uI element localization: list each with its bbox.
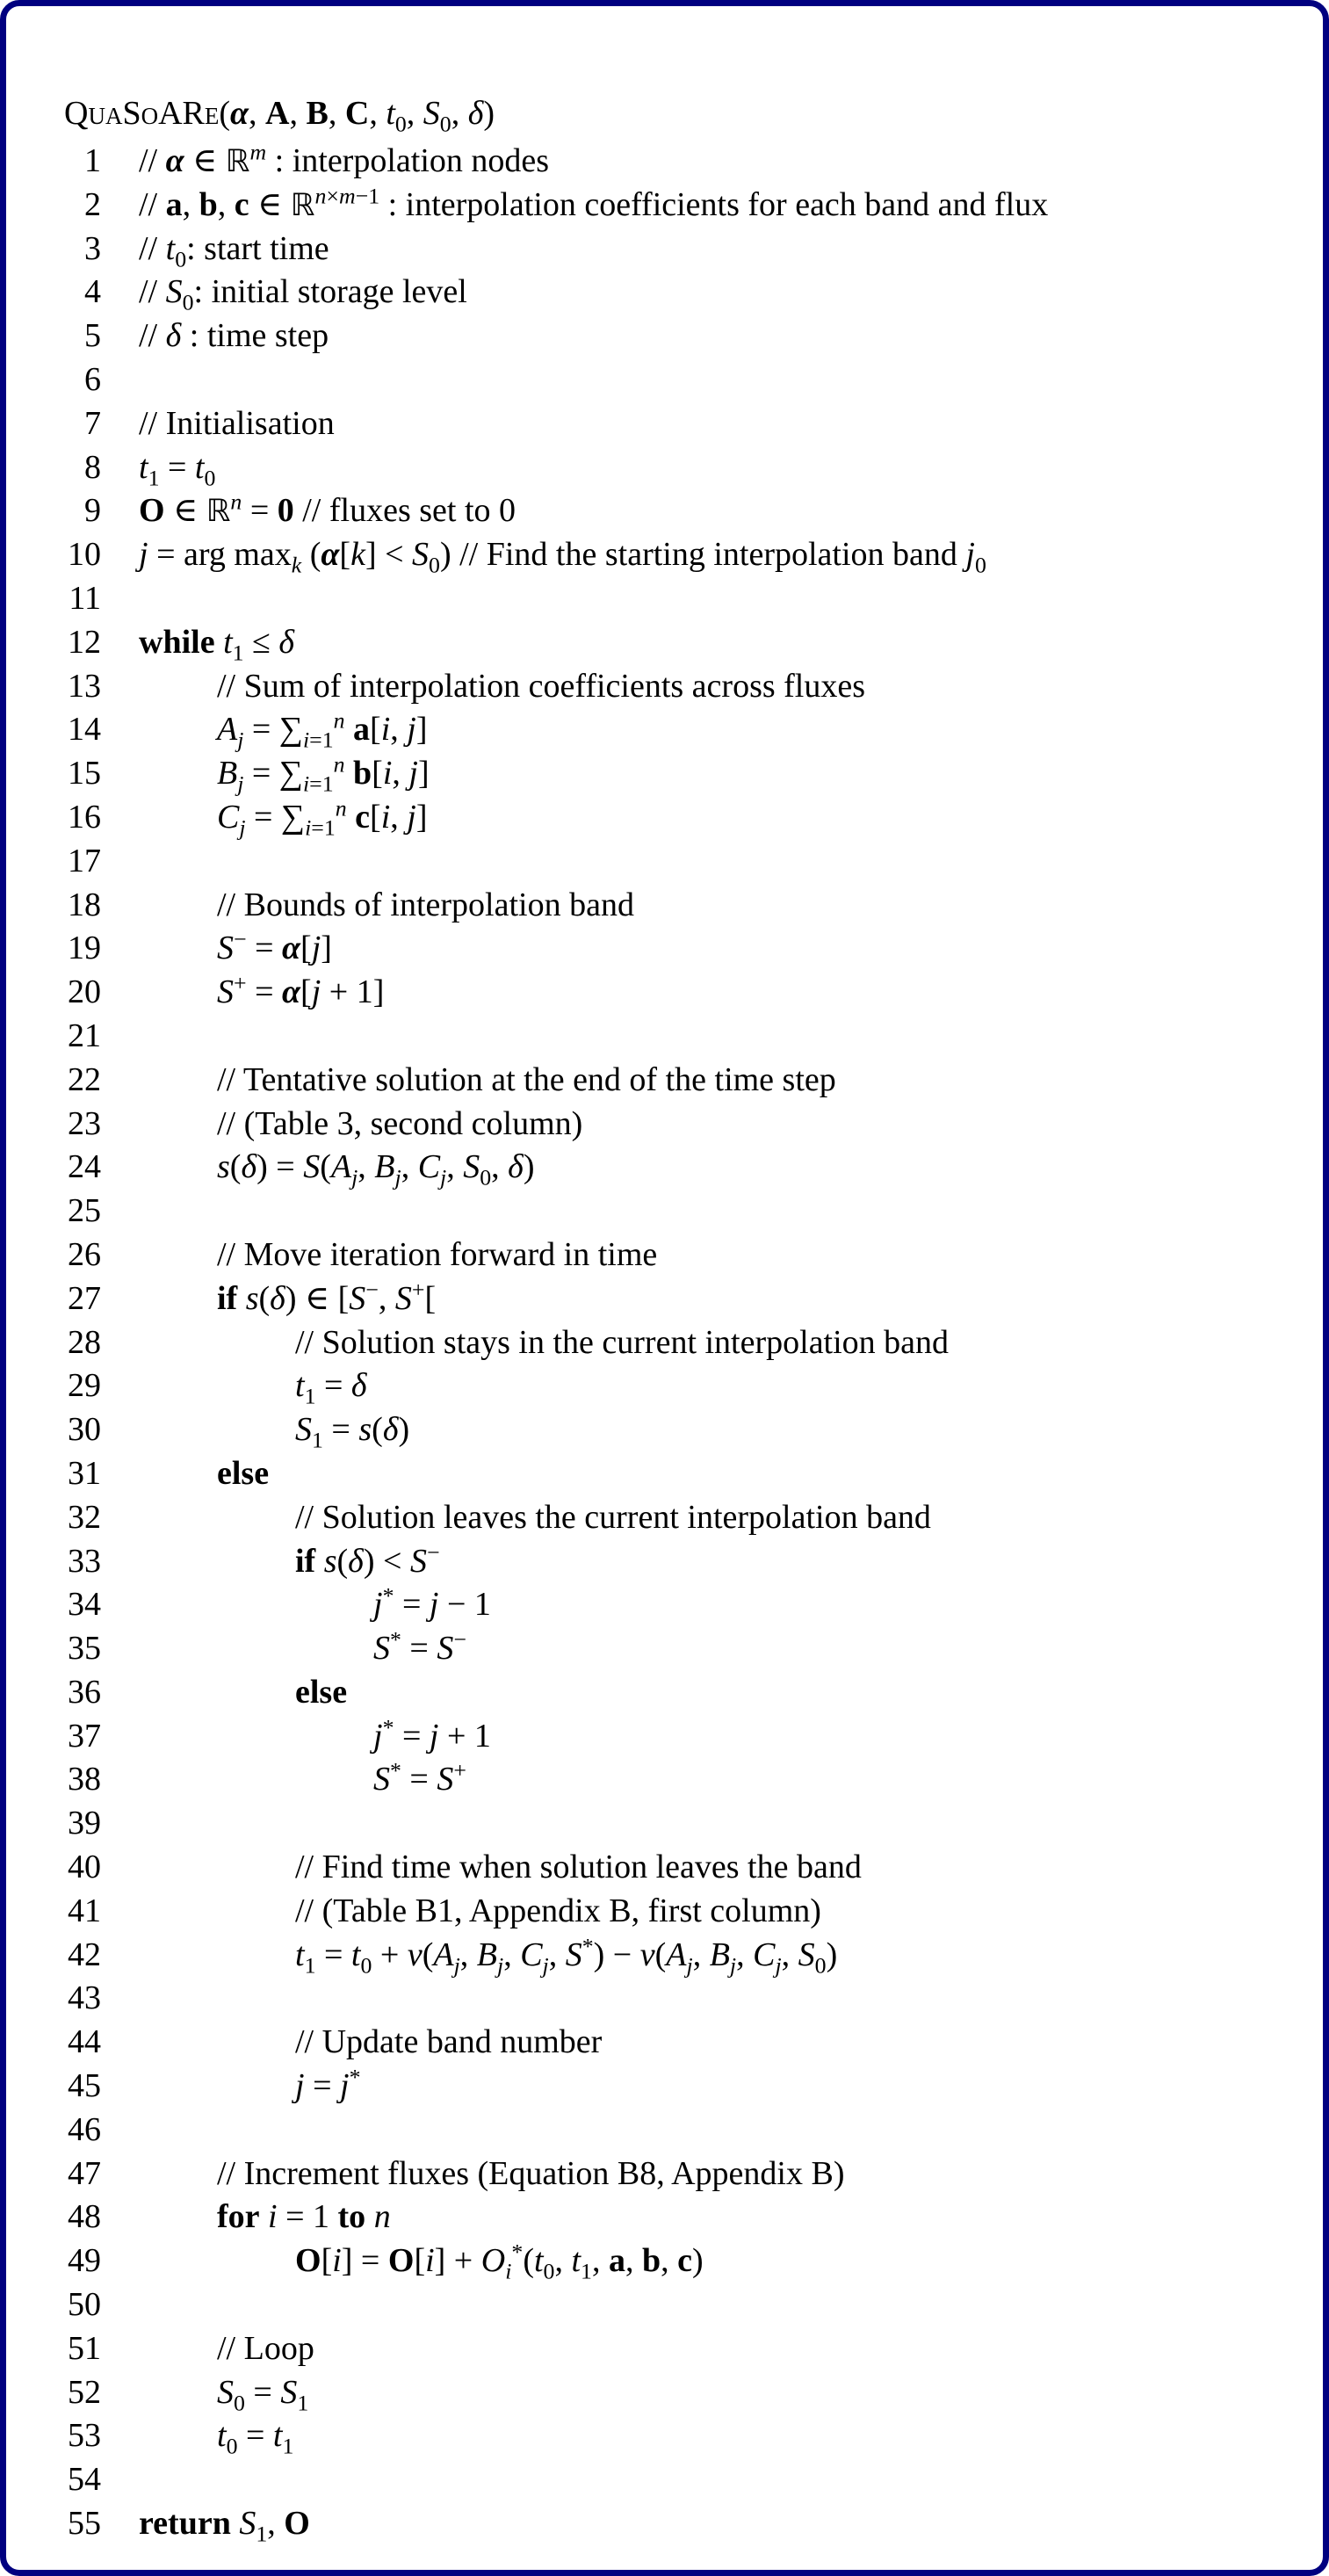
line-number: 2 bbox=[84, 185, 101, 223]
line-code: // (Table B1, Appendix B, first column) bbox=[295, 1892, 821, 1929]
line-code: $t_1 = t_0 + \nu(A_j$, $B_j$, $C_j$, $S^*) - \nu(A_j$, $B_j$, $C_j$, $S_0$) bbox=[295, 1933, 838, 1979]
pseudocode-line bbox=[6, 1277, 1329, 1321]
line-code: // Bounds of interpolation band bbox=[217, 886, 634, 923]
pseudocode-line bbox=[6, 184, 1329, 228]
pseudocode-line bbox=[6, 228, 1329, 271]
pseudocode-line bbox=[6, 1364, 1329, 1408]
pseudocode-line bbox=[6, 271, 1329, 315]
line-number: 51 bbox=[68, 2329, 101, 2367]
line-code: // Find time when solution leaves the band bbox=[295, 1849, 862, 1886]
line-code: S* = S− bbox=[373, 1626, 466, 1668]
line-code: $t_1 = t_0$ bbox=[139, 448, 216, 491]
line-number: 34 bbox=[68, 1586, 101, 1624]
pseudocode-lines bbox=[6, 140, 1329, 2546]
pseudocode-line bbox=[6, 1234, 1329, 1277]
line-code: if s(δ) ∈ [S−, S+[ bbox=[217, 1277, 437, 1317]
line-code: // δ : time step bbox=[139, 317, 329, 355]
line-code: // $S_0$: initial storage level bbox=[139, 273, 467, 315]
line-number: 14 bbox=[68, 711, 101, 749]
line-number: 54 bbox=[68, 2461, 101, 2499]
line-number: 30 bbox=[68, 1411, 101, 1449]
pseudocode-line bbox=[6, 577, 1329, 621]
line-number: 45 bbox=[68, 2067, 101, 2105]
line-code: // a, b, c ∈ ℝ$^{n\times m-1}$ : interpolation coefficients for each band and flux bbox=[139, 183, 1049, 223]
pseudocode-line bbox=[6, 2021, 1329, 2065]
pseudocode-line bbox=[6, 1802, 1329, 1846]
pseudocode-line bbox=[6, 2371, 1329, 2415]
line-code: $t_1 = \delta$ bbox=[295, 1367, 367, 1409]
algorithm-name: QuaSoARe bbox=[64, 95, 220, 132]
pseudocode-line bbox=[6, 1015, 1329, 1059]
pseudocode-line bbox=[6, 2109, 1329, 2153]
line-code: $O[i] = O[i] + O_i^*(t_0$, $t_1$, a, b, c) bbox=[295, 2239, 704, 2284]
line-number: 38 bbox=[68, 1761, 101, 1798]
line-number: 35 bbox=[68, 1630, 101, 1668]
pseudocode-line bbox=[6, 752, 1329, 796]
algorithm-title bbox=[64, 87, 495, 140]
pseudocode-line bbox=[6, 1452, 1329, 1496]
pseudocode-line bbox=[6, 796, 1329, 840]
pseudocode-line bbox=[6, 2153, 1329, 2196]
line-code: S+ = α[j + 1] bbox=[217, 970, 385, 1011]
line-code: if s(δ) < S− bbox=[295, 1538, 440, 1580]
line-number: 13 bbox=[68, 667, 101, 705]
line-code: $t_0 = t_1$ bbox=[217, 2417, 294, 2460]
pseudocode-line bbox=[6, 1321, 1329, 1365]
pseudocode-line bbox=[6, 2502, 1329, 2546]
line-number: 4 bbox=[84, 273, 101, 311]
pseudocode-line bbox=[6, 1671, 1329, 1715]
pseudocode-line bbox=[6, 2240, 1329, 2283]
line-number: 42 bbox=[68, 1936, 101, 1973]
pseudocode-line bbox=[6, 1977, 1329, 2021]
line-number: 40 bbox=[68, 1849, 101, 1886]
line-number: 37 bbox=[68, 1717, 101, 1755]
line-number: 12 bbox=[68, 623, 101, 661]
line-code: $S_1 = s(\delta)$ bbox=[295, 1411, 410, 1453]
line-number: 7 bbox=[84, 404, 101, 442]
line-code: // Update band number bbox=[295, 2023, 603, 2061]
line-number: 19 bbox=[68, 930, 101, 967]
pseudocode-line bbox=[6, 1934, 1329, 1978]
line-number: 18 bbox=[68, 886, 101, 923]
line-code: // Increment fluxes (Equation B8, Appendix B) bbox=[217, 2154, 845, 2192]
line-code: else bbox=[217, 1454, 270, 1492]
pseudocode-line bbox=[6, 1627, 1329, 1671]
line-code: j = j* bbox=[295, 2064, 361, 2105]
line-code: j* = j + 1 bbox=[373, 1714, 491, 1755]
line-number: 48 bbox=[68, 2198, 101, 2236]
line-number: 29 bbox=[68, 1367, 101, 1405]
line-number: 21 bbox=[68, 1017, 101, 1054]
pseudocode-line bbox=[6, 1758, 1329, 1802]
line-number: 25 bbox=[68, 1192, 101, 1230]
line-code: $B_j = \sum_{i=1}^n$ b[i, j] bbox=[217, 751, 430, 797]
pseudocode-line bbox=[6, 446, 1329, 490]
line-code: for i = 1 to n bbox=[217, 2198, 391, 2236]
line-code: $C_j = \sum_{i=1}^n$ c[i, j] bbox=[217, 795, 428, 841]
pseudocode-line bbox=[6, 1496, 1329, 1540]
pseudocode-line bbox=[6, 1715, 1329, 1759]
line-number: 15 bbox=[68, 755, 101, 792]
line-number: 10 bbox=[68, 536, 101, 574]
line-code: // (Table 3, second column) bbox=[217, 1104, 583, 1142]
line-number: 31 bbox=[68, 1454, 101, 1492]
pseudocode-line bbox=[6, 1408, 1329, 1452]
pseudocode-line bbox=[6, 1190, 1329, 1234]
line-number: 11 bbox=[69, 579, 101, 617]
line-number: 46 bbox=[68, 2110, 101, 2148]
pseudocode-line bbox=[6, 533, 1329, 577]
line-number: 6 bbox=[84, 360, 101, 398]
pseudocode-line bbox=[6, 884, 1329, 928]
pseudocode-line bbox=[6, 358, 1329, 402]
pseudocode-line bbox=[6, 1583, 1329, 1627]
pseudocode-line bbox=[6, 2196, 1329, 2240]
pseudocode-line bbox=[6, 927, 1329, 971]
line-code: // Initialisation bbox=[139, 404, 335, 442]
algorithm-signature: (α, A, B, C, $t_0$, $S_0$, δ) bbox=[219, 95, 495, 137]
line-number: 53 bbox=[68, 2417, 101, 2455]
pseudocode-line bbox=[6, 971, 1329, 1015]
pseudocode-line bbox=[6, 2327, 1329, 2371]
pseudocode-line bbox=[6, 840, 1329, 884]
pseudocode-line bbox=[6, 708, 1329, 752]
pseudocode-line bbox=[6, 1540, 1329, 1584]
line-number: 26 bbox=[68, 1235, 101, 1273]
pseudocode-line bbox=[6, 2414, 1329, 2458]
line-number: 23 bbox=[68, 1104, 101, 1142]
pseudocode-line bbox=[6, 1890, 1329, 1934]
line-number: 33 bbox=[68, 1542, 101, 1580]
line-code: S* = S+ bbox=[373, 1757, 466, 1798]
line-code: j* = j − 1 bbox=[373, 1582, 491, 1624]
line-code: return $S_1$, O bbox=[139, 2505, 310, 2547]
line-code: j = arg $\max_k (\alpha[k] < S_0)$ // Find the starting interpolation band $j_0$ bbox=[139, 536, 986, 578]
line-code: // Loop bbox=[217, 2329, 314, 2367]
pseudocode-line bbox=[6, 621, 1329, 665]
line-number: 5 bbox=[84, 317, 101, 355]
line-number: 39 bbox=[68, 1805, 101, 1842]
pseudocode-line bbox=[6, 2283, 1329, 2327]
pseudocode-line bbox=[6, 1103, 1329, 1147]
line-number: 3 bbox=[84, 229, 101, 267]
pseudocode-line bbox=[6, 1146, 1329, 1190]
line-code: // Solution stays in the current interpolation band bbox=[295, 1323, 950, 1361]
line-number: 41 bbox=[68, 1892, 101, 1929]
line-code: // α ∈ ℝ$^m$ : interpolation nodes bbox=[139, 139, 550, 179]
line-number: 44 bbox=[68, 2023, 101, 2061]
line-code: // $t_0$: start time bbox=[139, 229, 329, 272]
line-number: 17 bbox=[68, 842, 101, 879]
line-code: while $t_1 \le \delta$ bbox=[139, 623, 295, 666]
line-number: 55 bbox=[68, 2505, 101, 2543]
line-code: // Sum of interpolation coefficients across fluxes bbox=[217, 667, 866, 705]
pseudocode-line bbox=[6, 2065, 1329, 2109]
line-number: 20 bbox=[68, 973, 101, 1011]
line-number: 9 bbox=[84, 492, 101, 530]
line-number: 1 bbox=[84, 142, 101, 179]
pseudocode-line bbox=[6, 315, 1329, 358]
line-code: $S_0 = S_1$ bbox=[217, 2373, 309, 2416]
line-code: S− = α[j] bbox=[217, 926, 332, 967]
line-number: 47 bbox=[68, 2154, 101, 2192]
line-number: 50 bbox=[68, 2286, 101, 2324]
line-number: 24 bbox=[68, 1148, 101, 1186]
line-code: // Move iteration forward in time bbox=[217, 1235, 658, 1273]
pseudocode-line bbox=[6, 2458, 1329, 2502]
line-number: 28 bbox=[68, 1323, 101, 1361]
line-number: 43 bbox=[68, 1979, 101, 2017]
line-number: 22 bbox=[68, 1060, 101, 1098]
line-code: $s(\delta) = S(A_j$, $B_j$, $C_j$, $S_0$, δ) bbox=[217, 1148, 535, 1190]
pseudocode-line bbox=[6, 140, 1329, 184]
pseudocode-line bbox=[6, 665, 1329, 709]
line-code: else bbox=[295, 1673, 348, 1711]
line-code: // Tentative solution at the end of the time step bbox=[217, 1060, 836, 1098]
line-number: 49 bbox=[68, 2242, 101, 2280]
line-number: 36 bbox=[68, 1673, 101, 1711]
pseudocode-line bbox=[6, 402, 1329, 446]
line-code: $A_j = \sum_{i=1}^n$ a[i, j] bbox=[217, 707, 428, 753]
line-number: 52 bbox=[68, 2373, 101, 2411]
line-number: 32 bbox=[68, 1498, 101, 1536]
pseudocode-line bbox=[6, 1059, 1329, 1103]
line-code: // Solution leaves the current interpolation band bbox=[295, 1498, 931, 1536]
line-number: 8 bbox=[84, 448, 101, 486]
line-code: O ∈ ℝ$^n$ = 0 // fluxes set to 0 bbox=[139, 488, 516, 530]
line-number: 27 bbox=[68, 1279, 101, 1317]
pseudocode-line bbox=[6, 489, 1329, 533]
line-number: 16 bbox=[68, 798, 101, 836]
pseudocode-line bbox=[6, 1846, 1329, 1890]
